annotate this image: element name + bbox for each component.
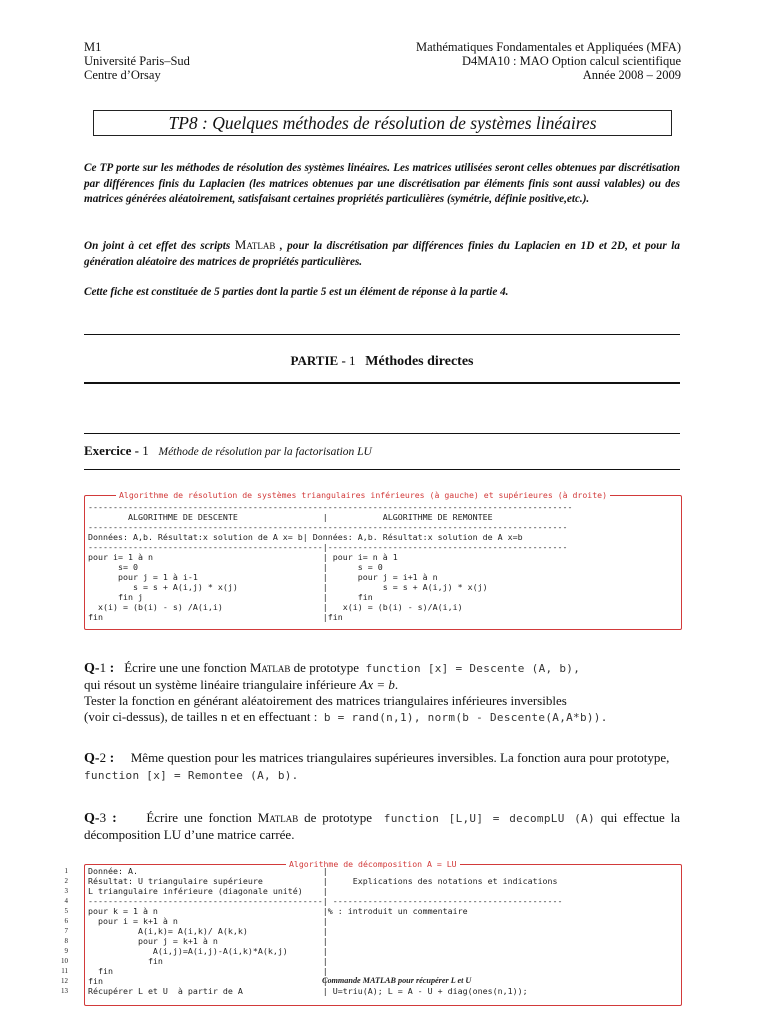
line-number: 7 xyxy=(64,927,68,935)
question-1-sep: : xyxy=(106,661,118,676)
header-level: M1 xyxy=(84,40,102,54)
header-course: D4MA10 : MAO Option calcul scientifique xyxy=(461,54,681,68)
exercise-label: Exercice - xyxy=(84,443,143,458)
algorithm-code-triangular: ------------------------------------------------------------------------------------------------- ALGORITHME DE DESCENTE | ALGORITHME DE REMONTEE ------------------------------------------------------------------------------------------------ Données: A,b. Résultat:x solution de A x= b| Données: A,b. Résultat:x solution de A x=b -----------------------------------------------|------------------------------------------------ pour i= 1 à n | pour i= n à 1 s= 0 | s = 0 pour j = 1 à i-1 | pour j = i+1 à n s = s + A(i,j) * x(j) | s = s + A(i,j) * x(j) fin j | fin x(i) = (b(i) - s) /A(i,i) | x(i) = (b(i) - s)/A(i,i) fin |fin xyxy=(88,502,573,622)
header-right xyxy=(416,40,681,82)
header-left xyxy=(84,40,190,82)
line-number: 2 xyxy=(64,877,68,885)
intro-paragraph-2 xyxy=(84,237,680,270)
algorithm-code-lu: Donnée: A. | Résultat: U triangulaire supérieure | Explications des notations et indications L triangulaire inférieure (diagonale unité) | -----------------------------------------------| ---------------------------------------------- pour k = 1 à n |% : introduit un commentaire pour i = k+1 à n | A(i,k)= A(i,k)/ A(k,k) | pour j = k+1 à n | A(i,j)=A(i,j)-A(i,k)*A(k,j) | fin | fin | fin | xyxy=(88,866,563,986)
question-1-line-4 xyxy=(84,709,680,726)
question-1 xyxy=(84,660,680,726)
algorithm-title-triangular: Algorithme de résolution de systèmes triangulaires inférieures (à gauche) et supérieures (à droite) xyxy=(116,490,610,500)
question-1-line-1 xyxy=(84,660,680,677)
matlab-word: Matlab xyxy=(257,810,299,825)
exercise-name: Méthode de résolution par la factorisation LU xyxy=(158,446,372,458)
question-2-prototype: function [x] = Remontee (A, b). xyxy=(84,769,299,782)
intro-paragraph-3: Cette fiche est constituée de 5 parties dont la partie 5 est un élément de réponse à la partie 4. xyxy=(84,286,509,298)
question-1-text-3: qui résout un système linéaire triangulaire inférieure xyxy=(84,677,360,692)
line-number: 12 xyxy=(61,977,68,985)
algorithm-lu-last-right: U=triu(A); L = A - U + diag(ones(n,1)); xyxy=(332,986,528,996)
algorithm-code-lu-last xyxy=(88,986,528,996)
intro-p2-after: , pour la discrétisation par différences finies du Laplacien en 1D et 2D, et pour la génération aléatoire des matrices de propriétés particulières. xyxy=(84,240,680,268)
question-1-test-command: b = rand(n,1), norm(b - Descente(A,A*b)). xyxy=(323,711,608,724)
question-1-label: Q- xyxy=(84,661,100,676)
matlab-word: Matlab xyxy=(249,660,291,675)
question-2 xyxy=(84,750,680,784)
intro-p2-before: On joint à cet effet des scripts xyxy=(84,240,235,252)
question-2-label: Q- xyxy=(84,751,100,766)
question-2-number: 2 xyxy=(99,750,107,765)
header-program: Mathématiques Fondamentales et Appliquées (MFA) xyxy=(416,40,681,54)
line-number: 8 xyxy=(64,937,68,945)
partie-name: Méthodes directes xyxy=(365,354,474,369)
question-1-period: . xyxy=(394,677,399,692)
question-1-text-1: Écrire une une fonction xyxy=(124,660,250,675)
question-1-equation: Ax = b xyxy=(359,677,395,692)
question-1-text-2: de prototype xyxy=(290,660,363,675)
question-1-number: 1 xyxy=(99,660,107,675)
question-1-line-2 xyxy=(84,677,680,693)
header-year: Année 2008 – 2009 xyxy=(582,68,681,82)
header-center: Centre d’Orsay xyxy=(84,68,161,82)
matlab-word: Matlab xyxy=(234,237,276,252)
question-3-label: Q- xyxy=(84,811,100,826)
line-number: 6 xyxy=(64,917,68,925)
question-3-number: 3 xyxy=(99,810,107,825)
partie-heading xyxy=(84,353,680,370)
line-number: 1 xyxy=(64,867,68,875)
header-university: Université Paris–Sud xyxy=(84,54,190,68)
question-3 xyxy=(84,810,680,843)
exercise-heading xyxy=(84,443,372,459)
algorithm-lu-last-left: Récupérer L et U à partir de A | xyxy=(88,986,333,996)
question-1-line-3: Tester la fonction en générant aléatoirement des matrices triangulaires inférieures inversibles xyxy=(84,693,567,708)
line-number: 5 xyxy=(64,907,68,915)
line-number: 9 xyxy=(64,947,68,955)
divider-top xyxy=(84,334,680,335)
line-number: 3 xyxy=(64,887,68,895)
question-3-text-1: Écrire une fonction xyxy=(146,810,258,825)
line-number: 10 xyxy=(61,957,68,965)
partie-label: PARTIE - xyxy=(290,353,350,368)
question-3-sep: : xyxy=(106,811,123,826)
line-number: 4 xyxy=(64,897,68,905)
algorithm-title-lu: Algorithme de décomposition A = LU xyxy=(286,859,460,869)
page-title: TP8 : Quelques méthodes de résolution de systèmes linéaires xyxy=(93,110,672,136)
line-number: 13 xyxy=(61,987,68,995)
question-3-text-2: de prototype xyxy=(298,810,378,825)
exercise-rule-top xyxy=(84,433,680,434)
intro-paragraph-1: Ce TP porte sur les méthodes de résolution des systèmes linéaires. Les matrices utilisées seront celles obtenues par discrétisation par différences finis du Laplacien (les matrices obtenues par une discrétisation par éléments finis sont aussi valables) ou des matrices générées aléatoirement, satisfaisant certaines propriétés particulières (symétrie, définie positive,etc.). xyxy=(84,162,680,205)
question-3-text-3: qui effectue la décomposition LU d’une matrice carrée. xyxy=(84,810,681,842)
exercise-rule-bottom xyxy=(84,469,680,470)
algorithm-lu-note: Commande MATLAB pour récupérer L et U xyxy=(322,976,472,985)
question-2-sep: : xyxy=(106,751,118,766)
exercise-number: 1 xyxy=(142,443,149,458)
question-1-prototype: function [x] = Descente (A, b), xyxy=(365,662,581,675)
question-2-line-2 xyxy=(84,767,680,784)
question-2-line-1 xyxy=(84,750,680,767)
question-1-text-5: (voir ci-dessus), de tailles n et en effectuant : xyxy=(84,709,321,724)
question-3-prototype: function [L,U] = decompLU (A) xyxy=(383,812,595,825)
partie-number: 1 xyxy=(349,353,356,368)
divider-bottom xyxy=(84,382,680,384)
line-number: 11 xyxy=(61,967,68,975)
question-2-text-1: Même question pour les matrices triangulaires supérieures inversibles. La fonction aura pour prototype, xyxy=(130,750,670,765)
